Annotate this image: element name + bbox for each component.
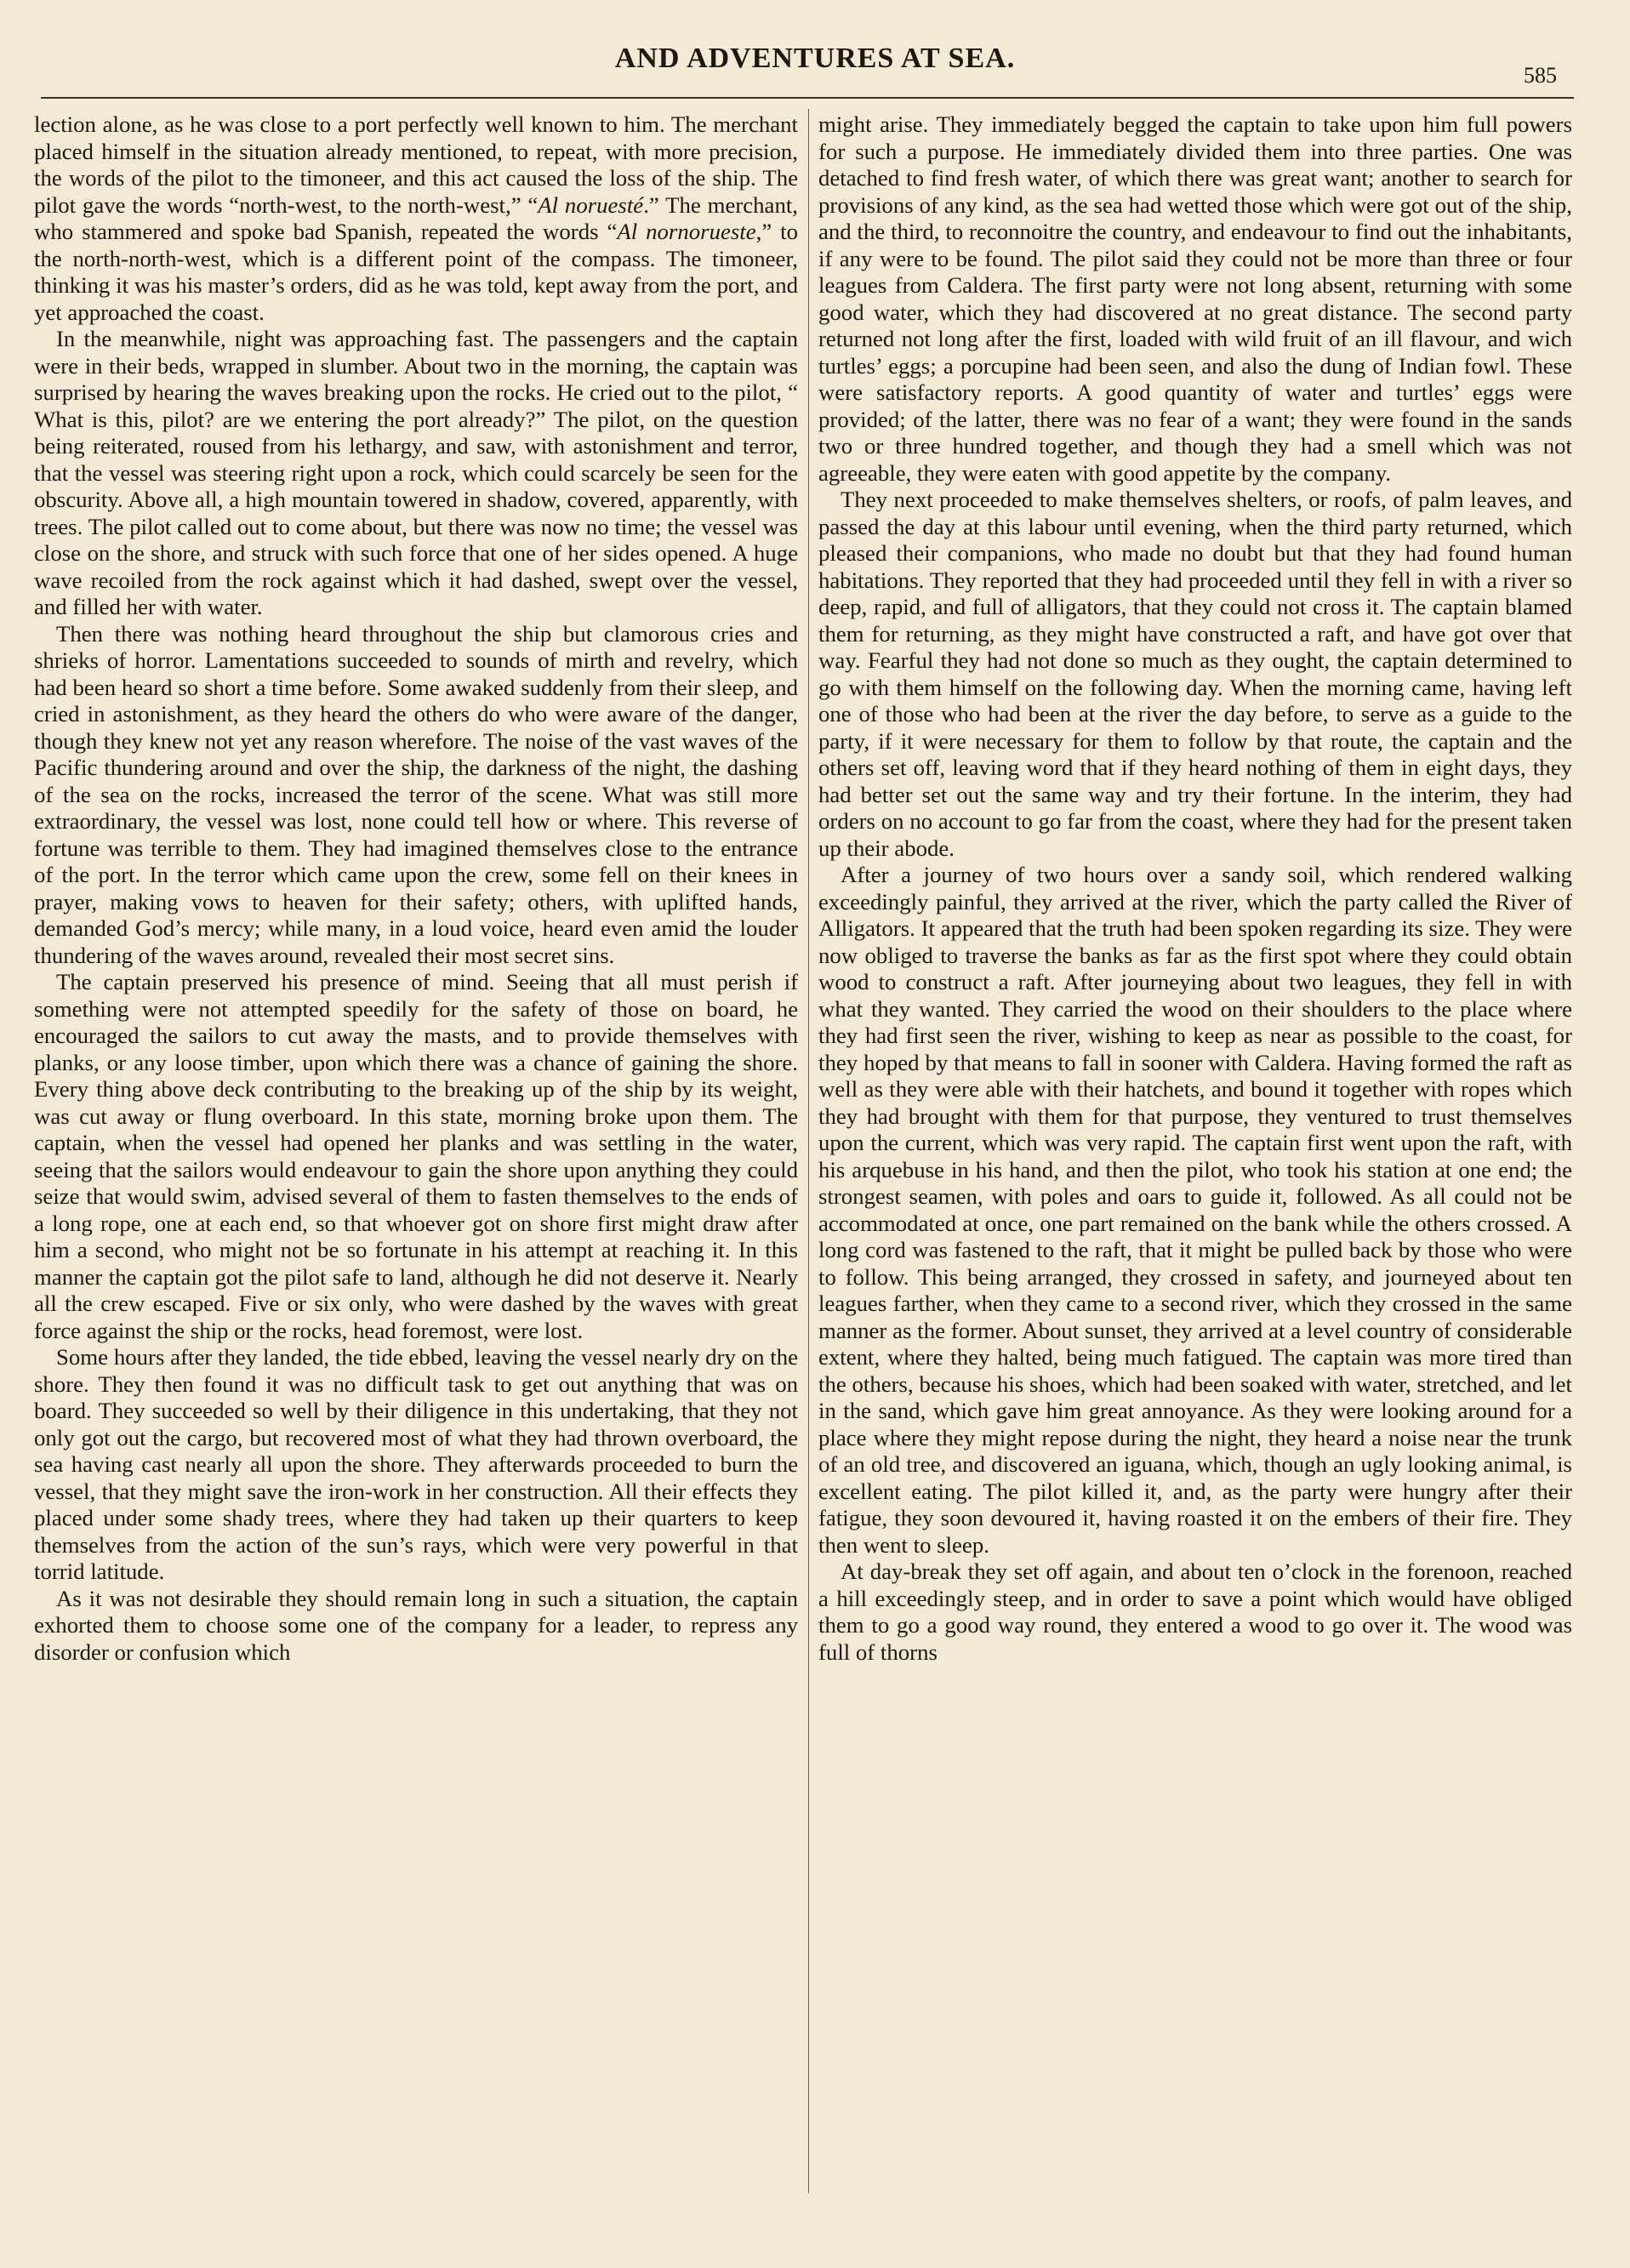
right-column xyxy=(818,111,1572,1666)
paragraph: In the meanwhile, night was approaching fast. The passengers and the captain were in their beds, wrapped in slumber. About two in the morning, the captain was surprised by hearing the waves breaking upon the rocks. He cried out to the pilot, “ What is this, pilot? are we entering the port already?” The pilot, on the question being reiterated, roused from his lethargy, and saw, with astonishment and terror, that the vessel was steering right upon a rock, which could scarcely be seen for the obscurity. Above all, a high mountain towered in shadow, covered, apparently, with trees. The pilot called out to come about, but there was now no time; the vessel was close on the shore, and struck with such force that one of her sides opened. A huge wave recoiled from the rock against which it had dashed, swept over the vessel, and filled her with water. xyxy=(34,326,798,619)
paragraph: As it was not desirable they should remain long in such a situation, the captain exhorted them to choose some one of the company for a leader, to repress any disorder or confusion which xyxy=(34,1585,798,1665)
paragraph: They next proceeded to make themselves shelters, or roofs, of palm leaves, and passed the day at this labour until evening, when the third party returned, which pleased their companions, who made no doubt but that they had found human habitations. They reported that they had proceeded until they fell in with a river so deep, rapid, and full of alligators, that they could not cross it. The captain blamed them for returning, as they might have constructed a raft, and have got over that way. Fearful they had not done so much as they ought, the captain determined to go with them himself on the following day. When the morning came, having left one of those who had been at the river the day before, to serve as a guide to the party, if it were necessary for them to follow by that route, the captain and the others set off, leaving word that if they heard nothing of them in eight days, they had better set out the same way and try their fortune. In the interim, they had orders on no account to go far from the coast, where they had for the present taken up their abode. xyxy=(818,487,1572,861)
column-divider xyxy=(808,109,809,2193)
paragraph: might arise. They immediately begged the captain to take upon him full powers for such a purpose. He immediately divided them into three parties. One was detached to find fresh water, of which there was great want; another to search for provisions of any kind, as the sea had wetted those which were got out of the ship, and the third, to reconnoitre the country, and endeavour to find out the inhabitants, if any were to be found. The pilot said they could not be more than three or four leagues from Caldera. The first party were not long absent, returning with some good water, which they had discovered at no great distance. The second party returned not long after the first, loaded with wild fruit of an ill flavour, and wich turtles’ eggs; a porcupine had been seen, and also the dung of Indian fowl. These were satisfactory reports. A good quantity of water and turtles’ eggs were provided; of the latter, there was no fear of a want; they were found in the sands two or three hundred together, and though they had a smell which was not agreeable, they were eaten with good appetite by the company. xyxy=(818,111,1572,486)
paragraph: The captain preserved his presence of mind. Seeing that all must perish if something were not attempted speedily for the safety of those on board, he encouraged the sailors to cut away the masts, and to provide themselves with planks, or any loose timber, upon which there was a chance of gaining the shore. Every thing above deck contributing to the breaking up of the ship by its weight, was cut away or flung overboard. In this state, morning broke upon them. The captain, when the vessel had opened her planks and was settling in the water, seeing that the sailors would endeavour to gain the shore upon anything they could seize that would swim, advised several of them to fasten themselves to the ends of a long rope, one at each end, so that whoever got on shore first might draw after him a second, who might not be so fortunate in his attempt at reaching it. In this manner the captain got the pilot safe to land, although he did not deserve it. Nearly all the crew escaped. Five or six only, who were dashed by the waves with great force against the ship or the rocks, head foremost, were lost. xyxy=(34,969,798,1343)
left-column xyxy=(34,111,798,1666)
header-rule xyxy=(41,97,1574,99)
paragraph: lection alone, as he was close to a port perfectly well known to him. The merchant placed himself in the situation already mentioned, to repeat, with more precision, the words of the pilot to the timoneer, and this act caused the loss of the ship. The pilot gave the words “north-west, to the north-west,” “Al noruesté.” The merchant, who stammered and spoke bad Spanish, repeated the words “Al nornorueste,” to the north-north-west, which is a different point of the compass. The timoneer, thinking it was his master’s orders, did as he was told, kept away from the port, and yet approached the coast. xyxy=(34,111,798,325)
paragraph: Then there was nothing heard throughout the ship but clamorous cries and shrieks of horror. Lamentations succeeded to sounds of mirth and revelry, which had been heard so short a time before. Some awaked suddenly from their sleep, and cried in astonishment, as they heard the others do who were aware of the danger, though they knew not yet any reason wherefore. The noise of the vast waves of the Pacific thundering around and over the ship, the darkness of the night, the dashing of the sea on the rocks, increased the terror of the scene. What was still more extraordinary, the vessel was lost, none could tell how or where. This reverse of fortune was terrible to them. They had imagined themselves close to the entrance of the port. In the terror which came upon the crew, some fell on their knees in prayer, making vows to heaven for their safety; others, with uplifted hands, demanded God’s mercy; while many, in a loud voice, heard even amid the louder thundering of the waves around, revealed their most secret sins. xyxy=(34,620,798,968)
running-title: AND ADVENTURES AT SEA. xyxy=(614,43,1016,74)
paragraph: Some hours after they landed, the tide ebbed, leaving the vessel nearly dry on the shore. They then found it was no difficult task to get out anything that was on board. They succeeded so well by their diligence in this undertaking, that they not only got out the cargo, but recovered most of what they had thrown overboard, the sea having cast nearly all upon the shore. They afterwards proceeded to burn the vessel, that they might save the iron-work in her construction. All their effects they placed under some shady trees, where they had taken up their quarters to keep themselves from the action of the sun’s rays, which were very powerful in that torrid latitude. xyxy=(34,1344,798,1584)
paragraph: At day-break they set off again, and about ten o’clock in the forenoon, reached a hill exceedingly steep, and in order to save a point which would have obliged them to go a good way round, they entered a wood to go over it. The wood was full of thorns xyxy=(818,1559,1572,1665)
page-number: 585 xyxy=(1524,63,1557,88)
paragraph: After a journey of two hours over a sandy soil, which rendered walking exceedingly painful, they arrived at the river, which the party called the River of Alligators. It appeared that the truth had been spoken regarding its size. They were now obliged to traverse the banks as far as the first spot where they could obtain wood to construct a raft. After journeying about two leagues, they fell in with what they wanted. They carried the wood on their shoulders to the place where they had first seen the river, wishing to keep as near as possible to the coast, for they hoped by that means to fall in sooner with Caldera. Having formed the raft as well as they were able with their hatchets, and bound it together with ropes which they had brought with them for that purpose, they ventured to trust themselves upon the current, which was very rapid. The captain first went upon the raft, with his arquebuse in his hand, and then the pilot, who took his station at one end; the strongest seamen, with poles and oars to guide it, followed. As all could not be accommodated at once, one part remained on the bank while the others crossed. A long cord was fastened to the raft, that it might be pulled back by those who were to follow. This being arranged, they crossed in safety, and journeyed about ten leagues farther, when they came to a second river, which they crossed in the same manner as the former. About sunset, they arrived at a level country of considerable extent, where they halted, being much fatigued. The captain was more tired than the others, because his shoes, which had been soaked with water, stretched, and let in the sand, which gave him great annoyance. As they were looking around for a place where they might repose during the night, they heard a noise near the trunk of an old tree, and discovered an iguana, which, though an ugly looking animal, is excellent eating. The pilot killed it, and, as the party were hungry after their fatigue, they soon devoured it, having roasted it on the embers of their fire. They then went to sleep. xyxy=(818,862,1572,1558)
